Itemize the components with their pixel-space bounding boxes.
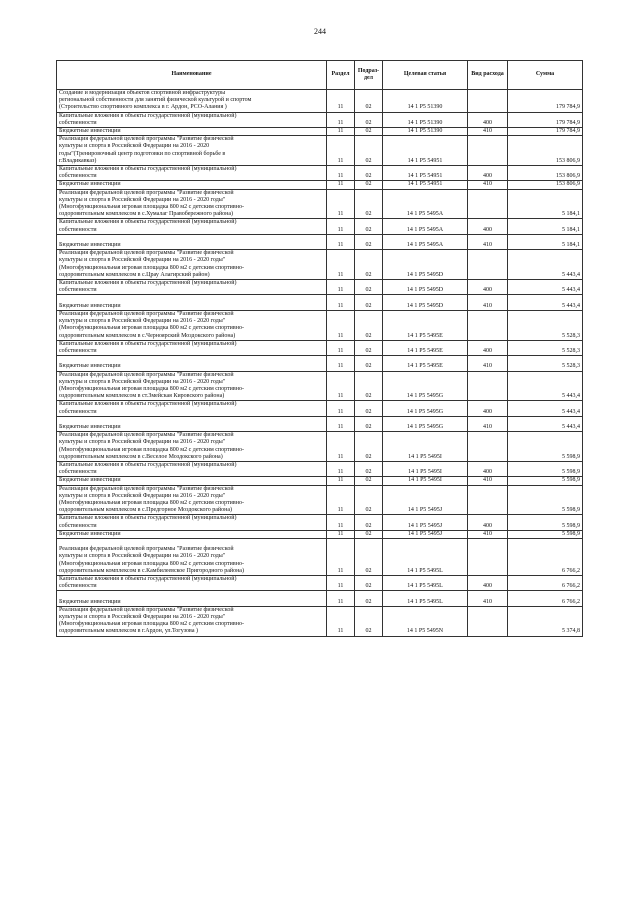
row-summa: 5 443,4 <box>508 416 583 431</box>
row-name-line: культуры и спорта в Российской Федерации на 2016 - 2020 годы" <box>59 378 226 385</box>
row-name-line: собственности <box>59 522 97 529</box>
row-name-line: культуры и спорта в Российской Федерации на 2016 - 2020 годы" <box>59 318 226 325</box>
row-name-line: (Многофункциональная игровая площадка 800 м2 с детским спортивно- <box>59 204 244 211</box>
row-podrazdel: 02 <box>355 234 383 249</box>
row-name-line: (Многофункциональная игровая площадка 800 м2 с детским спортивно- <box>59 325 244 332</box>
row-vid-raskhoda: 410 <box>468 530 508 538</box>
row-razdel: 11 <box>327 128 355 136</box>
row-vid-raskhoda: 410 <box>468 356 508 371</box>
row-name-line: годы"(Тренировочный центр подготовки по спортивной борьбе в <box>59 150 226 157</box>
row-name-line: собственности <box>59 469 97 476</box>
row-vid-raskhoda <box>468 371 508 401</box>
row-name-line: Реализация федеральной целевой программы "Развитие физической <box>59 250 234 257</box>
header-name: Наименование <box>57 61 327 90</box>
row-celevaya-statya: 14 1 Р5 51390 <box>383 90 468 113</box>
row-razdel: 11 <box>327 90 355 113</box>
row-celevaya-statya: 14 1 Р5 5495Е <box>383 310 468 340</box>
row-razdel: 11 <box>327 181 355 189</box>
row-name-line: Капитальные вложения в объекты государственной (муниципальной) <box>59 219 237 226</box>
table-row <box>57 166 583 181</box>
row-summa: 153 806,9 <box>508 181 583 189</box>
row-name-line: собственности <box>59 408 97 415</box>
table-header-row <box>57 61 583 90</box>
row-summa: 5 443,4 <box>508 280 583 295</box>
table-row <box>57 250 583 280</box>
row-vid-raskhoda: 400 <box>468 340 508 355</box>
row-vid-raskhoda: 400 <box>468 461 508 476</box>
row-name-line: культуры и спорта в Российской Федерации на 2016 - 2020 годы" <box>59 492 226 499</box>
row-name-line: Реализация федеральной целевой программы "Развитие физической <box>59 310 234 317</box>
row-celevaya-statya: 14 1 Р5 5495А <box>383 219 468 234</box>
table-row <box>57 371 583 401</box>
row-celevaya-statya: 14 1 Р5 5495N <box>383 606 468 636</box>
row-summa: 5 598,9 <box>508 530 583 538</box>
row-name-line: Капитальные вложения в объекты государственной (муниципальной) <box>59 576 237 582</box>
row-celevaya-statya: 14 1 Р5 5495G <box>383 371 468 401</box>
row-name-line: оздоровительным комплексом в с.Веселое Моздокского района) <box>59 453 223 460</box>
row-name <box>57 295 327 310</box>
row-name-line: культуры и спорта в Российской Федерации на 2016 - 2020 <box>59 143 210 150</box>
row-razdel: 11 <box>327 606 355 636</box>
row-razdel: 11 <box>327 461 355 476</box>
row-name <box>57 416 327 431</box>
row-podrazdel: 02 <box>355 356 383 371</box>
row-name <box>57 485 327 515</box>
row-name-line: культуры и спорта в Российской Федерации на 2016 - 2020 годы" <box>59 257 226 264</box>
row-razdel: 11 <box>327 371 355 401</box>
row-podrazdel: 02 <box>355 295 383 310</box>
table-row <box>57 234 583 249</box>
row-name-line: (Многофункциональная игровая площадка 800 м2 с детским спортивно- <box>59 499 244 506</box>
table-row <box>57 310 583 340</box>
row-name <box>57 538 327 575</box>
row-celevaya-statya: 14 1 Р5 5495I <box>383 477 468 485</box>
row-summa: 153 806,9 <box>508 166 583 181</box>
row-name-line: собственности <box>59 583 97 590</box>
row-vid-raskhoda: 400 <box>468 219 508 234</box>
row-vid-raskhoda <box>468 538 508 575</box>
row-celevaya-statya: 14 1 Р5 51390 <box>383 112 468 127</box>
row-summa: 153 806,9 <box>508 136 583 166</box>
row-podrazdel: 02 <box>355 310 383 340</box>
row-celevaya-statya: 14 1 Р5 5495D <box>383 280 468 295</box>
row-summa: 5 528,3 <box>508 310 583 340</box>
table-row <box>57 340 583 355</box>
row-name-line: (Многофункциональная игровая площадка 800 м2 с детским спортивно- <box>59 560 244 567</box>
table-body <box>57 90 583 637</box>
table-row <box>57 280 583 295</box>
row-vid-raskhoda <box>468 90 508 113</box>
row-name-line: Реализация федеральной целевой программы "Развитие физической <box>59 432 234 439</box>
row-name <box>57 136 327 166</box>
row-summa: 5 184,1 <box>508 189 583 219</box>
row-vid-raskhoda: 410 <box>468 416 508 431</box>
row-name <box>57 606 327 636</box>
row-razdel: 11 <box>327 112 355 127</box>
row-name-line: (Многофункциональная игровая площадка 800 м2 с детским спортивно- <box>59 264 244 271</box>
row-podrazdel: 02 <box>355 189 383 219</box>
row-name-line: Бюджетные инвестиции <box>59 302 121 309</box>
row-name-line: оздоровительным комплексом в с.Камбилеевское Пригородного района) <box>59 567 244 574</box>
row-celevaya-statya: 14 1 Р5 5495L <box>383 576 468 591</box>
row-podrazdel: 02 <box>355 485 383 515</box>
table-row <box>57 606 583 636</box>
row-vid-raskhoda <box>468 189 508 219</box>
row-name <box>57 576 327 591</box>
row-summa: 5 598,9 <box>508 461 583 476</box>
row-celevaya-statya: 14 1 Р5 5495А <box>383 189 468 219</box>
row-podrazdel: 02 <box>355 112 383 127</box>
row-name <box>57 181 327 189</box>
row-celevaya-statya: 14 1 Р5 5495J <box>383 530 468 538</box>
row-name <box>57 432 327 462</box>
row-vid-raskhoda: 400 <box>468 280 508 295</box>
row-name-line: оздоровительным комплексом в с.Црау Алагирский район) <box>59 271 210 278</box>
row-summa: 5 184,1 <box>508 219 583 234</box>
table-row <box>57 515 583 530</box>
row-name-line: г.Владикавказ) <box>59 157 97 164</box>
row-name <box>57 280 327 295</box>
row-razdel: 11 <box>327 515 355 530</box>
row-name <box>57 356 327 371</box>
row-podrazdel: 02 <box>355 340 383 355</box>
row-name <box>57 310 327 340</box>
row-celevaya-statya: 14 1 Р5 5495I <box>383 461 468 476</box>
row-name-line: Капитальные вложения в объекты государственной (муниципальной) <box>59 401 237 408</box>
row-vid-raskhoda: 400 <box>468 576 508 591</box>
row-name-line: Реализация федеральной целевой программы "Развитие физической <box>59 189 234 196</box>
row-name <box>57 90 327 113</box>
row-name-line: оздоровительным комплексом в г.Ардон, ул.Тогузова ) <box>59 628 198 635</box>
row-summa: 179 784,9 <box>508 112 583 127</box>
table-row <box>57 90 583 113</box>
row-vid-raskhoda: 410 <box>468 591 508 606</box>
row-celevaya-statya: 14 1 Р5 5495I <box>383 432 468 462</box>
row-name-line: оздоровительным комплексом в с.Предгорное Моздокского района) <box>59 507 233 514</box>
row-razdel: 11 <box>327 576 355 591</box>
row-razdel: 11 <box>327 280 355 295</box>
row-name-line: культуры и спорта в Российской Федерации на 2016 - 2020 годы" <box>59 614 226 621</box>
row-name-line <box>59 235 324 242</box>
table-row <box>57 112 583 127</box>
row-summa: 6 766,2 <box>508 591 583 606</box>
row-name <box>57 530 327 538</box>
header-summa: Сумма <box>508 61 583 90</box>
table-row <box>57 477 583 485</box>
table-row <box>57 128 583 136</box>
row-name-line: Реализация федеральной целевой программы "Развитие физической <box>59 606 234 613</box>
table-row <box>57 295 583 310</box>
row-vid-raskhoda <box>468 250 508 280</box>
row-vid-raskhoda: 400 <box>468 515 508 530</box>
table-row <box>57 591 583 606</box>
row-name-line: Капитальные вложения в объекты государственной (муниципальной) <box>59 112 237 119</box>
row-podrazdel: 02 <box>355 181 383 189</box>
row-name-line: Бюджетные инвестиции <box>59 181 121 188</box>
table-row <box>57 189 583 219</box>
row-podrazdel: 02 <box>355 416 383 431</box>
row-celevaya-statya: 14 1 Р5 5495J <box>383 485 468 515</box>
row-name-line: собственности <box>59 347 97 354</box>
row-celevaya-statya: 14 1 Р5 54951 <box>383 136 468 166</box>
row-name <box>57 477 327 485</box>
table-row <box>57 538 583 575</box>
row-vid-raskhoda: 410 <box>468 128 508 136</box>
row-razdel: 11 <box>327 234 355 249</box>
row-celevaya-statya: 14 1 Р5 5495G <box>383 416 468 431</box>
row-podrazdel: 02 <box>355 515 383 530</box>
row-name-line: оздоровительным комплексом в с.Черноярский Моздокского района) <box>59 332 236 339</box>
row-name-line: Реализация федеральной целевой программы "Развитие физической <box>59 136 234 143</box>
row-name <box>57 189 327 219</box>
row-name <box>57 234 327 249</box>
row-name-line: культуры и спорта в Российской Федерации на 2016 - 2020 годы" <box>59 553 226 560</box>
row-celevaya-statya: 14 1 Р5 5495D <box>383 250 468 280</box>
table-row <box>57 432 583 462</box>
row-celevaya-statya: 14 1 Р5 51390 <box>383 128 468 136</box>
row-podrazdel: 02 <box>355 606 383 636</box>
header-razdel: Раздел <box>327 61 355 90</box>
row-name-line: Бюджетные инвестиции <box>59 363 121 370</box>
row-summa: 5 598,9 <box>508 485 583 515</box>
table-row <box>57 530 583 538</box>
row-razdel: 11 <box>327 530 355 538</box>
row-name-line: Бюджетные инвестиции <box>59 598 121 605</box>
row-celevaya-statya: 14 1 Р5 5495Е <box>383 340 468 355</box>
row-podrazdel: 02 <box>355 401 383 416</box>
budget-table <box>56 60 583 637</box>
row-razdel: 11 <box>327 166 355 181</box>
row-name-line: Капитальные вложения в объекты государственной (муниципальной) <box>59 280 237 287</box>
row-summa: 6 766,2 <box>508 538 583 575</box>
row-summa: 6 766,2 <box>508 576 583 591</box>
row-name-line: Капитальные вложения в объекты государственной (муниципальной) <box>59 340 237 347</box>
row-podrazdel: 02 <box>355 250 383 280</box>
row-name-line: оздоровительным комплексом в с.Хумалаг Правобережного района) <box>59 211 233 218</box>
row-name <box>57 401 327 416</box>
row-name <box>57 591 327 606</box>
row-vid-raskhoda <box>468 606 508 636</box>
row-celevaya-statya: 14 1 Р5 5495J <box>383 515 468 530</box>
row-name-line: оздоровительным комплексом в ст.Змейская Кировского района) <box>59 393 225 400</box>
table-row <box>57 416 583 431</box>
row-name-line <box>59 417 324 424</box>
row-summa: 5 443,4 <box>508 250 583 280</box>
row-name-line: собственности <box>59 173 97 180</box>
row-vid-raskhoda <box>468 136 508 166</box>
row-podrazdel: 02 <box>355 371 383 401</box>
row-podrazdel: 02 <box>355 136 383 166</box>
row-razdel: 11 <box>327 340 355 355</box>
row-razdel: 11 <box>327 136 355 166</box>
row-razdel: 11 <box>327 295 355 310</box>
row-vid-raskhoda: 410 <box>468 234 508 249</box>
row-razdel: 11 <box>327 485 355 515</box>
row-summa: 179 784,9 <box>508 90 583 113</box>
row-razdel: 11 <box>327 356 355 371</box>
row-name <box>57 515 327 530</box>
row-summa: 5 443,4 <box>508 295 583 310</box>
row-name-line: Капитальные вложения в объекты государственной (муниципальной) <box>59 515 237 522</box>
table-row <box>57 485 583 515</box>
row-name-line: Бюджетные инвестиции <box>59 423 121 430</box>
row-name-line: (Многофункциональная игровая площадка 800 м2 с детским спортивно- <box>59 385 244 392</box>
row-vid-raskhoda: 410 <box>468 181 508 189</box>
row-podrazdel: 02 <box>355 280 383 295</box>
row-name-line: (Многофункциональная игровая площадка 800 м2 с детским спортивно- <box>59 446 244 453</box>
row-name <box>57 250 327 280</box>
row-name-line: Капитальные вложения в объекты государственной (муниципальной) <box>59 461 237 468</box>
row-summa: 5 443,4 <box>508 401 583 416</box>
row-vid-raskhoda: 400 <box>468 166 508 181</box>
row-razdel: 11 <box>327 432 355 462</box>
row-name-line <box>59 356 324 363</box>
row-name <box>57 340 327 355</box>
row-name <box>57 112 327 127</box>
row-celevaya-statya: 14 1 Р5 5495Е <box>383 356 468 371</box>
row-podrazdel: 02 <box>355 591 383 606</box>
table-row <box>57 576 583 591</box>
row-vid-raskhoda: 400 <box>468 112 508 127</box>
row-name-line: Бюджетные инвестиции <box>59 128 121 135</box>
row-name-line: Капитальные вложения в объекты государственной (муниципальной) <box>59 166 237 173</box>
row-name-line: Реализация федеральной целевой программы "Развитие физической <box>59 485 234 492</box>
row-name-line: культуры и спорта в Российской Федерации на 2016 - 2020 годы" <box>59 439 226 446</box>
row-vid-raskhoda: 410 <box>468 477 508 485</box>
row-summa: 5 374,8 <box>508 606 583 636</box>
row-vid-raskhoda <box>468 432 508 462</box>
row-name-line: Реализация федеральной целевой программы "Развитие физической <box>59 371 234 378</box>
row-name-line: собственности <box>59 226 97 233</box>
row-podrazdel: 02 <box>355 530 383 538</box>
row-name-line: (Многофункциональная игровая площадка 800 м2 с детским спортивно- <box>59 621 244 628</box>
row-vid-raskhoda: 400 <box>468 401 508 416</box>
row-razdel: 11 <box>327 416 355 431</box>
row-name <box>57 371 327 401</box>
row-razdel: 11 <box>327 477 355 485</box>
row-name-line <box>59 591 324 598</box>
row-razdel: 11 <box>327 310 355 340</box>
row-name-line: культуры и спорта в Российской Федерации на 2016 - 2020 годы" <box>59 196 226 203</box>
row-name-line: Бюджетные инвестиции <box>59 242 121 249</box>
row-name-line <box>59 295 324 302</box>
row-celevaya-statya: 14 1 Р5 5495L <box>383 591 468 606</box>
page-number: 244 <box>314 27 326 36</box>
table-row <box>57 219 583 234</box>
table-row <box>57 356 583 371</box>
table-row <box>57 461 583 476</box>
row-summa: 5 598,9 <box>508 432 583 462</box>
row-podrazdel: 02 <box>355 219 383 234</box>
table-row <box>57 181 583 189</box>
row-summa: 5 184,1 <box>508 234 583 249</box>
row-podrazdel: 02 <box>355 432 383 462</box>
row-razdel: 11 <box>327 401 355 416</box>
row-summa: 5 598,9 <box>508 515 583 530</box>
row-podrazdel: 02 <box>355 538 383 575</box>
row-celevaya-statya: 14 1 Р5 5495L <box>383 538 468 575</box>
row-podrazdel: 02 <box>355 576 383 591</box>
row-name-line: Создание и модернизация объектов спортивной инфраструктуры <box>59 90 226 96</box>
row-celevaya-statya: 14 1 Р5 54951 <box>383 166 468 181</box>
table-row <box>57 136 583 166</box>
row-summa: 5 528,3 <box>508 356 583 371</box>
row-name-line: Реализация федеральной целевой программы "Развитие физической <box>59 546 234 553</box>
row-razdel: 11 <box>327 189 355 219</box>
row-name-line: собственности <box>59 287 97 294</box>
row-razdel: 11 <box>327 250 355 280</box>
row-name-line: Бюджетные инвестиции <box>59 477 121 484</box>
row-podrazdel: 02 <box>355 90 383 113</box>
row-name-line: региональной собственности для занятий физической культурой и спортом <box>59 97 252 104</box>
row-vid-raskhoda <box>468 310 508 340</box>
row-podrazdel: 02 <box>355 477 383 485</box>
row-summa: 5 598,9 <box>508 477 583 485</box>
row-celevaya-statya: 14 1 Р5 5495А <box>383 234 468 249</box>
row-vid-raskhoda: 410 <box>468 295 508 310</box>
row-celevaya-statya: 14 1 Р5 54951 <box>383 181 468 189</box>
row-name-line: Бюджетные инвестиции <box>59 530 121 537</box>
row-razdel: 11 <box>327 538 355 575</box>
row-summa: 5 443,4 <box>508 371 583 401</box>
row-name <box>57 461 327 476</box>
row-podrazdel: 02 <box>355 128 383 136</box>
row-podrazdel: 02 <box>355 166 383 181</box>
header-celevaya-statya: Целевая статья <box>383 61 468 90</box>
row-summa: 179 784,9 <box>508 128 583 136</box>
row-vid-raskhoda <box>468 485 508 515</box>
row-name <box>57 128 327 136</box>
row-name <box>57 219 327 234</box>
row-celevaya-statya: 14 1 Р5 5495G <box>383 401 468 416</box>
table-row <box>57 401 583 416</box>
header-vid-raskhoda: Вид расхода <box>468 61 508 90</box>
header-podrazdel: Подраз-дел <box>355 61 383 90</box>
row-name <box>57 166 327 181</box>
row-podrazdel: 02 <box>355 461 383 476</box>
row-razdel: 11 <box>327 591 355 606</box>
row-razdel: 11 <box>327 219 355 234</box>
row-celevaya-statya: 14 1 Р5 5495D <box>383 295 468 310</box>
row-name-line: собственности <box>59 119 97 126</box>
row-name-line: (Строительство спортивного комплекса в г. Ардон, РСО-Алания ) <box>59 104 227 111</box>
row-summa: 5 528,3 <box>508 340 583 355</box>
